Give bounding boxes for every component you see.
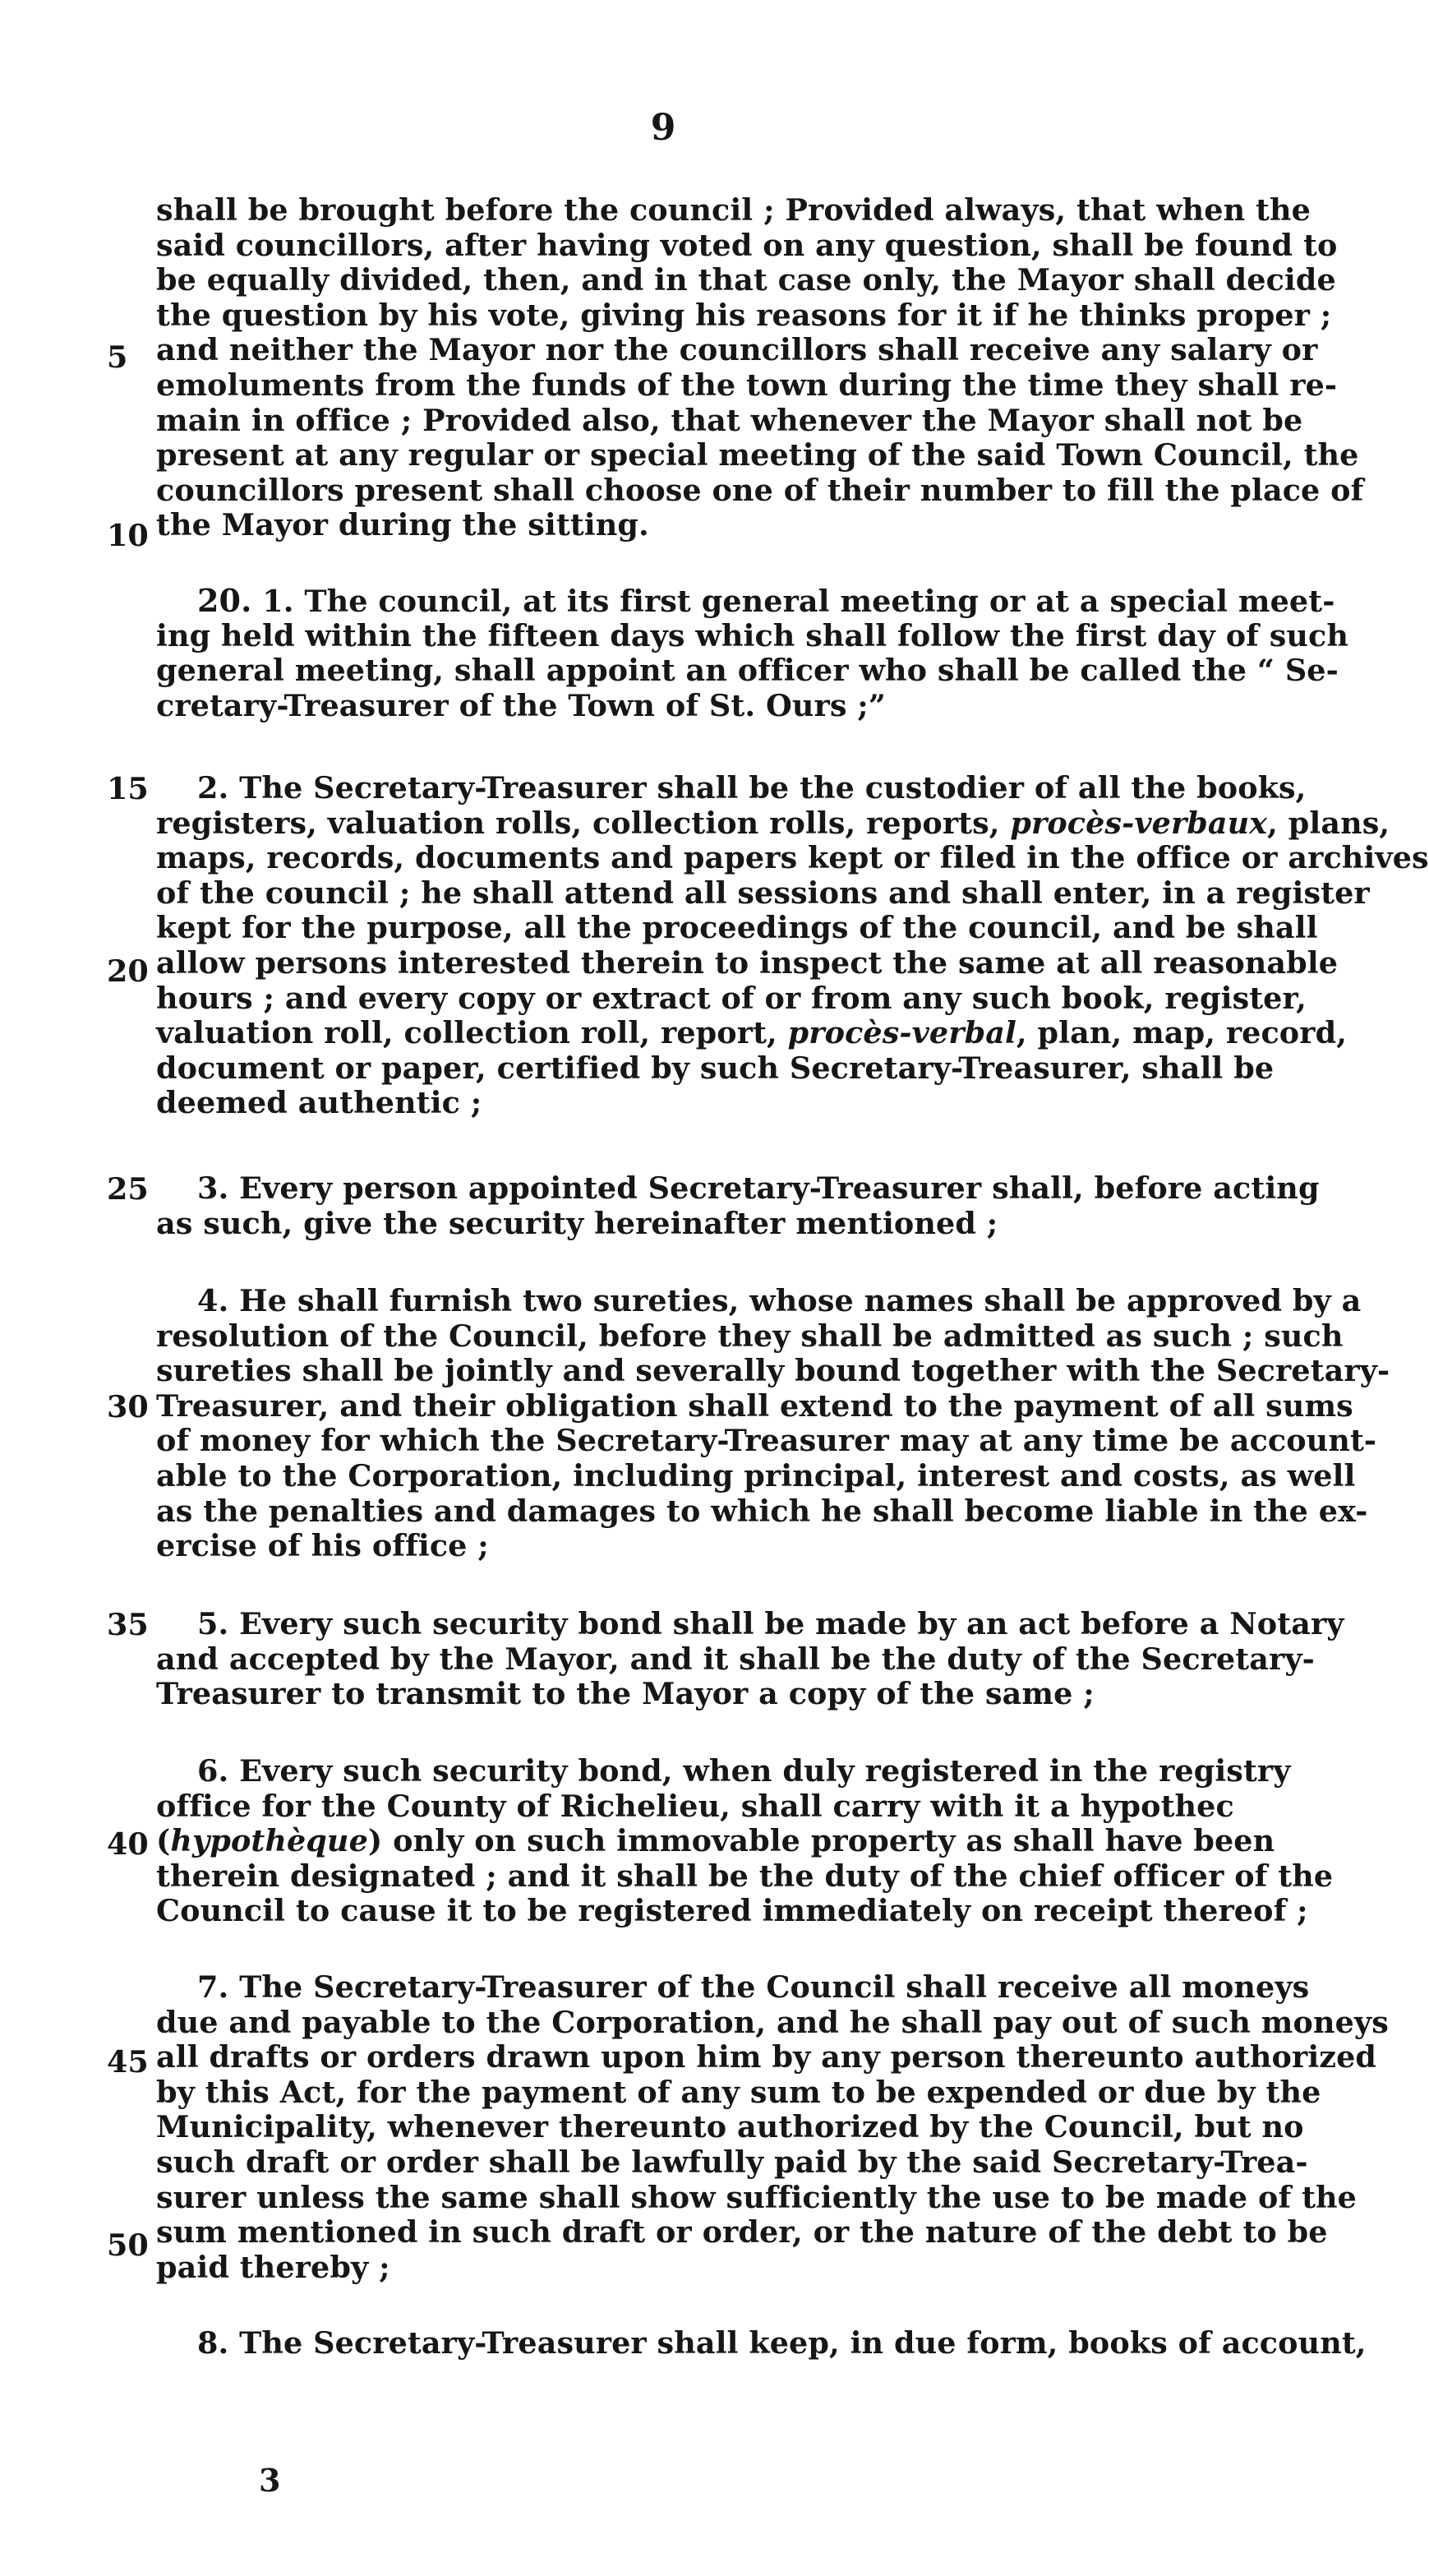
text-line: and neither the Mayor nor the councillors shall receive any salary or xyxy=(156,332,1318,368)
text-line: office for the County of Richelieu, shall carry with it a hypothec xyxy=(156,1788,1234,1824)
text-line: ing held within the fifteen days which shall follow the first day of such xyxy=(156,617,1349,653)
text-line: Council to cause it to be registered immediately on receipt thereof ; xyxy=(156,1893,1308,1929)
text-line: Treasurer to transmit to the Mayor a copy of the same ; xyxy=(156,1676,1095,1712)
text-line: cretary-Treasurer of the Town of St. Ours ;” xyxy=(156,687,886,723)
text-line: present at any regular or special meeting of the said Town Council, the xyxy=(156,437,1359,473)
text-line: ercise of his office ; xyxy=(156,1528,489,1564)
paragraph xyxy=(156,192,1364,543)
page-number: 9 xyxy=(650,107,676,149)
text-line: registers, valuation rolls, collection rolls, reports, procès-verbaux, plans, xyxy=(156,805,1390,841)
text-line: 2. The Secretary-Treasurer shall be the custodier of all the books, xyxy=(197,770,1307,806)
paragraph xyxy=(156,1170,1320,1241)
text-line: due and payable to the Corporation, and he shall pay out of such moneys xyxy=(156,2004,1389,2040)
text-line: the question by his vote, giving his reasons for it if he thinks proper ; xyxy=(156,297,1332,333)
italic-term: procès-verbal xyxy=(787,1015,1016,1051)
text-line: 5. Every such security bond shall be made by an act before a Notary xyxy=(197,1606,1344,1641)
text-line: be equally divided, then, and in that case only, the Mayor shall decide xyxy=(156,262,1336,298)
section-paragraph xyxy=(156,582,1349,723)
text-line: by this Act, for the payment of any sum to be expended or due by the xyxy=(156,2074,1321,2110)
text-line: hours ; and every copy or extract of or from any such book, register, xyxy=(156,980,1307,1016)
text-line: shall be brought before the council ; Provided always, that when the xyxy=(156,192,1311,228)
text-line: maps, records, documents and papers kept or filed in the office or archives xyxy=(156,840,1429,876)
italic-term: hypothèque xyxy=(170,1823,368,1859)
text-line: valuation roll, collection roll, report, procès-verbal, plan, map, record, xyxy=(156,1015,1348,1051)
italic-term: procès-verbaux xyxy=(1010,805,1268,841)
paragraph xyxy=(156,770,1429,1121)
text-line: resolution of the Council, before they shall be admitted as such ; such xyxy=(156,1318,1344,1354)
text-line: sum mentioned in such draft or order, or the nature of the debt to be xyxy=(156,2214,1328,2251)
text-line: Municipality, whenever thereunto authorized by the Council, but no xyxy=(156,2109,1304,2145)
text-line: and accepted by the Mayor, and it shall be the duty of the Secretary- xyxy=(156,1641,1315,1677)
text-line: therein designated ; and it shall be the duty of the chief officer of the xyxy=(156,1858,1334,1894)
text-line: the Mayor during the sitting. xyxy=(156,507,649,543)
text-line: as such, give the security hereinafter mentioned ; xyxy=(156,1205,998,1241)
text-line: 3. Every person appointed Secretary-Treasurer shall, before acting xyxy=(197,1170,1320,1206)
section-number: 20. xyxy=(197,582,252,619)
text-line: 8. The Secretary-Treasurer shall keep, in due form, books of account, xyxy=(197,2325,1367,2361)
text-line-content: 1. The council, at its first general meeting or at a special meet- xyxy=(262,584,1335,619)
text-line: of the council ; he shall attend all sessions and shall enter, in a register xyxy=(156,875,1370,911)
text-line: said councillors, after having voted on any question, shall be found to xyxy=(156,227,1338,263)
text-line: all drafts or orders drawn upon him by any person thereunto authorized xyxy=(156,2039,1377,2075)
paragraph xyxy=(156,1969,1389,2285)
text-line: 6. Every such security bond, when duly registered in the registry xyxy=(197,1753,1291,1789)
text-line: 4. He shall furnish two sureties, whose names shall be approved by a xyxy=(197,1283,1362,1318)
paragraph xyxy=(156,2325,1367,2361)
margin-number: 5 xyxy=(107,339,128,375)
text-line: (hypothèque) only on such immovable property as shall have been xyxy=(156,1823,1275,1859)
text-line: Treasurer, and their obligation shall extend to the payment of all sums xyxy=(156,1387,1353,1424)
margin-number: 10 xyxy=(107,518,149,553)
paragraph xyxy=(156,1606,1344,1712)
margin-number: 45 xyxy=(107,2044,149,2080)
margin-number: 25 xyxy=(107,1171,149,1207)
margin-number: 30 xyxy=(107,1389,149,1424)
signature-mark: 3 xyxy=(259,2462,281,2499)
margin-number: 40 xyxy=(107,1826,149,1862)
text-line: as the penalties and damages to which he shall become liable in the ex- xyxy=(156,1493,1368,1529)
text-line: councillors present shall choose one of their number to fill the place of xyxy=(156,472,1364,508)
paragraph xyxy=(156,1283,1390,1564)
text-line: emoluments from the funds of the town during the time they shall re- xyxy=(156,367,1338,403)
margin-number: 15 xyxy=(107,771,149,806)
text-line: allow persons interested therein to inspect the same at all reasonable xyxy=(156,944,1339,981)
text-line: able to the Corporation, including principal, interest and costs, as well xyxy=(156,1457,1356,1493)
paragraph xyxy=(156,1753,1334,1929)
text-line: document or paper, certified by such Secretary-Treasurer, shall be xyxy=(156,1050,1275,1086)
margin-number: 20 xyxy=(107,953,149,989)
margin-number: 50 xyxy=(107,2227,149,2263)
margin-number: 35 xyxy=(107,1607,149,1642)
text-line: deemed authentic ; xyxy=(156,1085,482,1121)
text-line: main in office ; Provided also, that whenever the Mayor shall not be xyxy=(156,402,1303,438)
text-line xyxy=(156,582,1335,619)
text-line: of money for which the Secretary-Treasurer may at any time be account- xyxy=(156,1423,1377,1459)
text-line: surer unless the same shall show sufficiently the use to be made of the xyxy=(156,2179,1358,2215)
text-line: paid thereby ; xyxy=(156,2249,390,2285)
text-line: 7. The Secretary-Treasurer of the Council shall receive all moneys xyxy=(197,1969,1310,2005)
text-line: kept for the purpose, all the proceedings of the council, and be shall xyxy=(156,910,1318,946)
text-line: such draft or order shall be lawfully paid by the said Secretary-Trea- xyxy=(156,2144,1308,2180)
text-line: sureties shall be jointly and severally bound together with the Secretary- xyxy=(156,1353,1390,1389)
text-line: general meeting, shall appoint an officer who shall be called the “ Se- xyxy=(156,653,1339,689)
